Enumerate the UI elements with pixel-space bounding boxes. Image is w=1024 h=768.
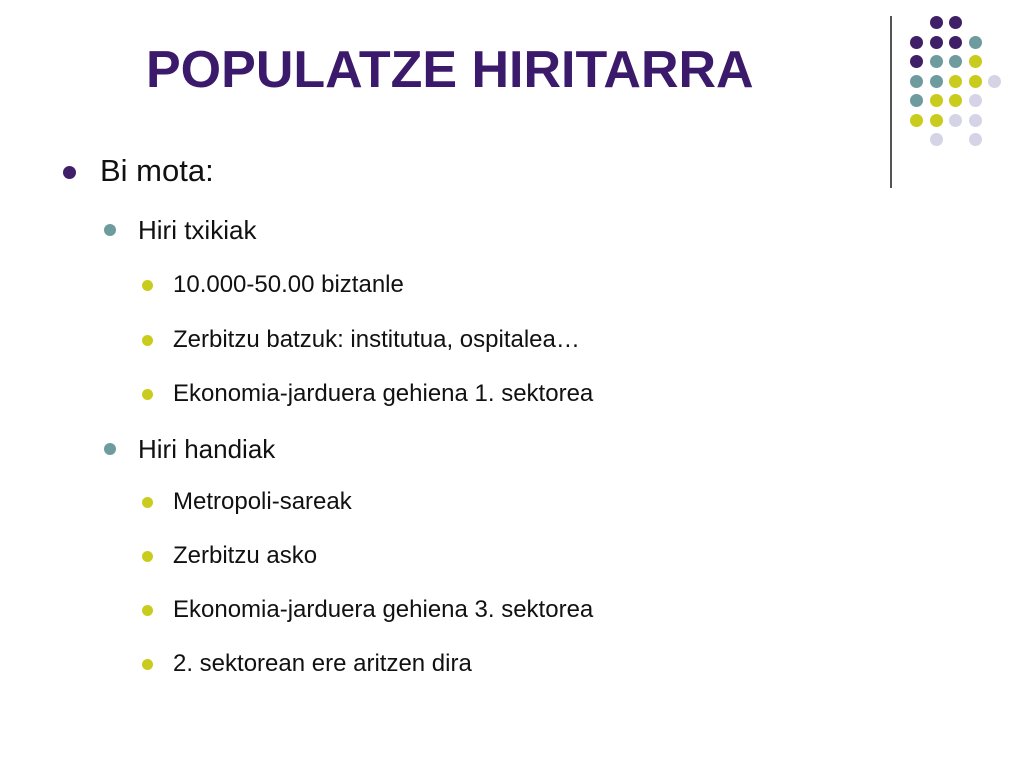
list-item: Metropoli-sareak [173,488,352,515]
decorative-dot [969,133,982,146]
decorative-dot [949,75,962,88]
decorative-dot [930,16,943,29]
list-item: Zerbitzu batzuk: institutua, ospitalea… [173,326,580,353]
bullet-l3 [142,659,153,670]
bullet-l3 [142,280,153,291]
decorative-dot [910,75,923,88]
bullet-l2 [104,224,116,236]
decorative-dot [930,75,943,88]
bullet-l3 [142,497,153,508]
slide-title: POPULATZE HIRITARRA [146,41,754,99]
decorative-dot [930,114,943,127]
group-label-hiri-handiak: Hiri handiak [138,434,276,464]
decorative-dot [910,114,923,127]
bullet-l3 [142,335,153,346]
bullet-l1 [63,166,76,179]
bullet-l3 [142,389,153,400]
bullet-l3 [142,605,153,616]
list-item: 2. sektorean ere aritzen dira [173,650,472,677]
decorative-dot [910,94,923,107]
list-item: Zerbitzu asko [173,542,318,569]
list-item: Ekonomia-jarduera gehiena 1. sektorea [173,380,594,407]
bullet-l2 [104,443,116,455]
decorative-dot [988,75,1001,88]
decorative-dot [930,133,943,146]
bullet-l3 [142,551,153,562]
decorative-dot [969,36,982,49]
decorative-dot [949,114,962,127]
decorative-dot [930,55,943,68]
decorative-dot [969,114,982,127]
group-label-hiri-txikiak: Hiri txikiak [138,215,257,245]
decorative-dot [969,94,982,107]
decorative-dot [949,36,962,49]
decorative-dot [930,94,943,107]
decorative-dot-grid [902,12,1012,172]
decorative-dot [949,16,962,29]
decorative-dot [949,55,962,68]
decorative-dot [949,94,962,107]
decorative-divider [890,16,892,188]
decorative-dot [910,55,923,68]
list-item: Ekonomia-jarduera gehiena 3. sektorea [173,596,594,623]
bullet-text-l1: Bi mota: [100,153,214,188]
list-item: 10.000-50.00 biztanle [173,271,404,298]
decorative-dot [930,36,943,49]
decorative-dot [969,75,982,88]
decorative-dot [969,55,982,68]
decorative-dot [910,36,923,49]
